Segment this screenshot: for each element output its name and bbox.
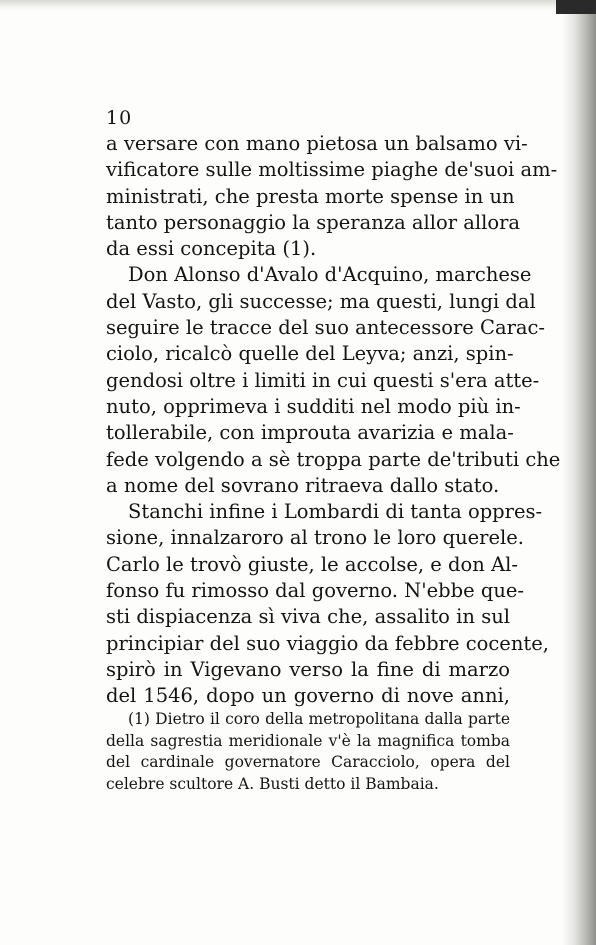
text-line: gendosi oltre i limiti in cui questi s'era atte- — [106, 368, 540, 392]
text-line: del Vasto, gli successe; ma questi, lungi dal — [106, 289, 536, 313]
text-line: fede volgendo a sè troppa parte de'tributi che — [106, 447, 561, 471]
text-line: Don Alonso d'Avalo d'Acquino, marchese — [128, 263, 532, 287]
footnote-line: del cardinale governatore Caracciolo, opera del — [106, 753, 510, 771]
text-line: a nome del sovrano ritraeva dallo stato. — [106, 473, 500, 497]
text-line: fonso fu rimosso dal governo. N'ebbe que- — [106, 579, 525, 603]
text-line: seguire le tracce del suo antecessore Carac- — [106, 316, 546, 340]
main-text-block — [106, 131, 561, 710]
text-line: Stanchi infine i Lombardi di tanta oppres- — [128, 500, 543, 524]
page-top-edge — [0, 0, 596, 10]
text-line: da essi concepita (1). — [106, 237, 317, 261]
text-line: tollerabile, con improuta avarizia e mala- — [106, 421, 514, 445]
text-line: sione, innalzaroro al trono le loro querele. — [106, 526, 525, 550]
book-spine-shadow — [562, 0, 596, 945]
footnote-line: celebre scultore A. Busti detto il Bambaia. — [106, 774, 439, 793]
text-line: a versare con mano pietosa un balsamo vi- — [106, 132, 528, 155]
footnote-line: della sagrestia meridionale v'è la magnifica tomba — [106, 731, 510, 750]
book-spine-corner — [556, 0, 596, 14]
text-line: vificatore sulle moltissime piaghe de'suoi am- — [106, 158, 558, 182]
text-line: principiar del suo viaggio da febbre cocente, — [106, 631, 549, 655]
footnote-line: (1) Dietro il coro della metropolitana dalla parte — [128, 710, 510, 728]
text-line: ministrati, che presta morte spense in un — [106, 184, 515, 208]
text-line: spirò in Vigevano verso la fine di marzo — [106, 657, 510, 681]
text-line: tanto personaggio la speranza allor allora — [106, 210, 521, 234]
page-number: 10 — [106, 107, 133, 129]
footnote-block — [106, 709, 510, 795]
text-line: nuto, opprimeva i sudditi nel modo più in- — [106, 394, 521, 418]
text-line: sti dispiacenza sì viva che, assalito in sul — [106, 605, 510, 629]
text-line: ciolo, ricalcò quelle del Leyva; anzi, spin- — [106, 342, 514, 366]
text-line: Carlo le trovò giuste, le accolse, e don Al- — [106, 552, 518, 576]
text-line: del 1546, dopo un governo di nove anni, — [106, 684, 510, 708]
